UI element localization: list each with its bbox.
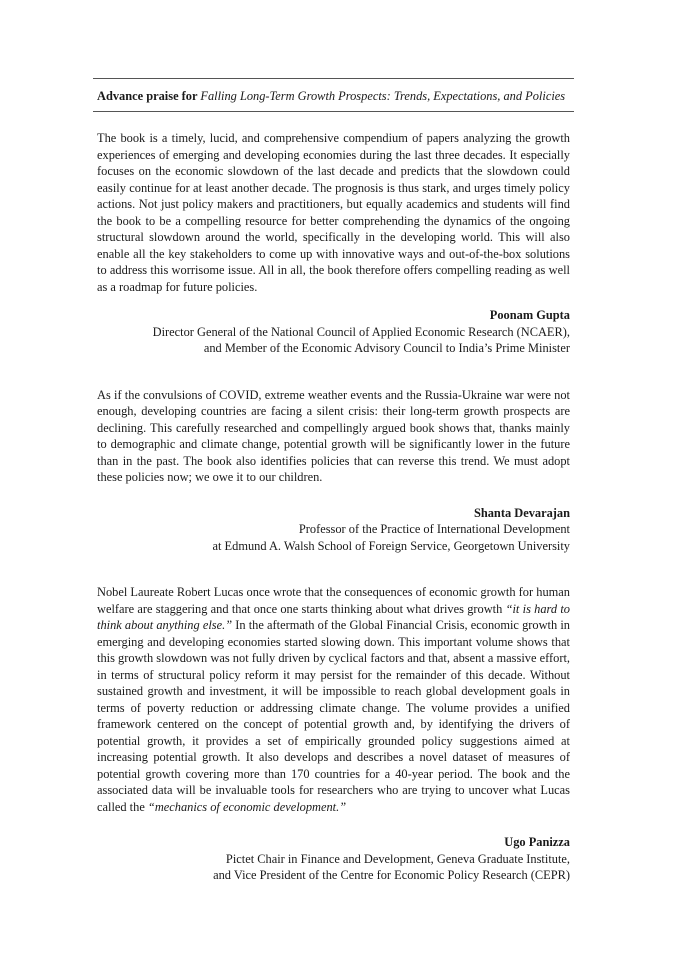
header-rule — [93, 111, 574, 112]
endorser-name: Ugo Panizza — [504, 835, 570, 849]
blurb-attribution — [97, 834, 570, 884]
lucas-quote: “mechanics of economic development.” — [147, 799, 347, 814]
blurb-text: The book is a timely, lucid, and comprehensive compendium of papers analyzing the growth experiences of emerging and developing economies during the last three decades. It especially focuses on the economic slowdown of the last decade and predicts that the slowdown could easily continue for at least another decade. The prognosis is thus stark, and urges timely policy actions. Not just policy makers and practitioners, but equally academics and students will find the book to be a compelling resource for better comprehending the dynamics of the ongoing structural slowdown around the world, specifically in the developing world. This will also enable all the key stakeholders to come up with innovative ways and out-of-the-box solutions to address this worrisome issue. All in all, the book therefore offers compelling reading as well as a roadmap for future policies. — [97, 131, 570, 294]
header-lead: Advance praise for — [97, 89, 201, 103]
blurb-devarajan — [97, 387, 570, 555]
endorser-affiliation-line-1: Pictet Chair in Finance and Development, Geneva Graduate Institute, — [225, 851, 570, 866]
blurb-panizza — [97, 584, 570, 884]
endorser-affiliation-line-1: Director General of the National Council of Applied Economic Research (NCAER), — [152, 324, 570, 339]
endorser-affiliation-line-2: and Vice President of the Centre for Economic Policy Research (CEPR) — [213, 868, 570, 882]
blurb-text-part: In the aftermath of the Global Financial Crisis, economic growth in emerging and developing economies started slowing down. This important volume shows that this growth slowdown was not fully driven by cyclical factors and that, absent a massive effort, in terms of structural policy reform it may persist for the remainder of this decade. Without sustained growth and investment, it will be impossible to reach global development goals in terms of poverty reduction or addressing climate change. The volume provides a unified framework centered on the concept of potential growth and, by identifying the drivers of potential growth, it provides a set of empirically grounded policy suggestions aimed at increasing potential growth. It also develops and describes a novel dataset of measures of potential growth covering more than 170 countries for a 40-year period. The book and the associated data will be invaluable tools for researchers who are trying to uncover what Lucas called the — [97, 618, 570, 814]
endorser-affiliation-line-2: and Member of the Economic Advisory Council to India’s Prime Minister — [203, 341, 570, 355]
blurb-gupta — [97, 130, 570, 357]
blurb-text — [97, 584, 570, 815]
blurb-text: As if the convulsions of COVID, extreme weather events and the Russia-Ukraine war were not enough, developing countries are facing a silent crisis: their long-term growth prospects are declining. This carefully researched and compellingly argued book shows that, thanks mainly to demographic and climate change, potential growth will be significantly lower in the future than in the past. The book also identifies policies that can reverse this trend. We must adopt these policies now; we owe it to our children. — [97, 387, 570, 484]
praise-page — [93, 78, 574, 884]
blurb-attribution — [97, 307, 570, 357]
book-title: Falling Long-Term Growth Prospects: Trends, Expectations, and Policies — [200, 89, 566, 103]
endorser-affiliation-line-1: Professor of the Practice of International Development — [298, 522, 570, 536]
endorser-name: Poonam Gupta — [489, 308, 570, 322]
endorser-name: Shanta Devarajan — [473, 505, 570, 520]
lucas-quote: “it is hard to think about anything else.” — [97, 601, 571, 632]
endorser-affiliation-line-2: at Edmund A. Walsh School of Foreign Service, Georgetown University — [212, 538, 570, 553]
blurb-attribution — [97, 505, 570, 555]
blurb-list — [93, 130, 574, 884]
blurb-text-part: Nobel Laureate Robert Lucas once wrote that the consequences of economic growth for human welfare are staggering and that once one starts thinking about what drives growth — [97, 585, 570, 616]
page-header — [93, 79, 574, 111]
